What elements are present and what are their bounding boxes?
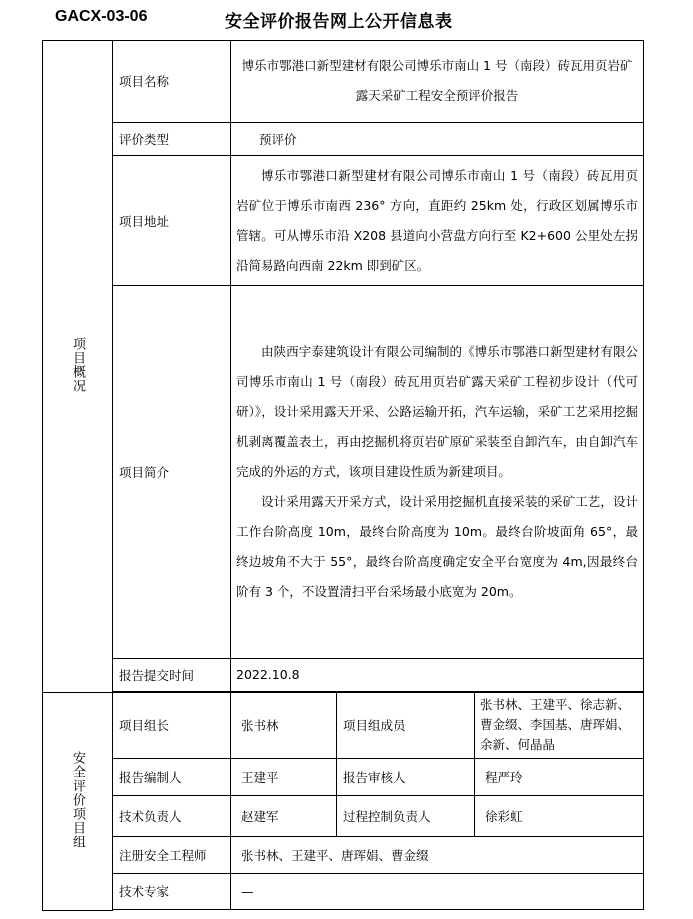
eval-type-label: 评价类型 <box>113 122 231 155</box>
process-label: 过程控制负责人 <box>337 795 475 836</box>
intro-label: 项目简介 <box>113 286 231 658</box>
row-author <box>43 759 644 796</box>
process-value: 徐彩虹 <box>475 795 644 836</box>
project-name-value: 博乐市鄂港口新型建材有限公司博乐市南山 1 号（南段）砖瓦用页岩矿露天采矿工程安全预评价报告 <box>231 41 644 123</box>
info-table <box>42 40 644 911</box>
row-expert <box>43 873 644 910</box>
row-submit-time <box>43 658 644 691</box>
overview-section-cell <box>43 41 113 693</box>
intro-value: 由陕西宇泰建筑设计有限公司编制的《博乐市鄂港口新型建材有限公司博乐市南山 1 号（南段）砖瓦用页岩矿露天采矿工程初步设计（代可研）》，设计采用露天开采、公路运输开拓，汽车运输，采矿工艺采用挖掘机剥离覆盖表土，再由挖掘机将页岩矿原矿采装至自卸汽车，由自卸汽车完成的外运的方式，该项目建设性质为新建项目。 设计采用露天开采方式，设计采用挖掘机直接采装的采矿工艺，设计工作台阶高度 10m，最终台阶高度为 10m。最终台阶坡面角 65°，最终边坡角不大于 55°，最终台阶高度确定安全平台宽度为 4m,因最终台阶有 3 个，不设置清扫平台采场最小底宽为 20m。 <box>231 286 644 658</box>
author-label: 报告编制人 <box>113 759 231 796</box>
reviewer-label: 报告审核人 <box>337 759 475 796</box>
form-code: GACX-03-06 <box>55 8 148 25</box>
project-name-label: 项目名称 <box>113 41 231 123</box>
author-value: 王建平 <box>231 759 337 796</box>
tech-label: 技术负责人 <box>113 795 231 836</box>
row-intro <box>43 286 644 658</box>
submit-date: 2022.10.8 <box>231 658 644 691</box>
team-section-label: 安全评价项目组 <box>70 750 85 849</box>
row-end <box>43 910 644 911</box>
row-leader <box>43 692 644 758</box>
row-project-name <box>43 41 644 123</box>
row-tech <box>43 795 644 836</box>
leader-value: 张书林 <box>231 692 337 758</box>
engineers-value: 张书林、王建平、唐珲娟、曹金缀 <box>231 836 644 873</box>
expert-value: — <box>231 873 644 910</box>
engineers-label: 注册安全工程师 <box>113 836 231 873</box>
members-value: 张书林、王建平、徐志新、曹金缀、李国基、唐珲娟、余新、何晶晶 <box>475 692 644 758</box>
end-cell <box>113 910 644 911</box>
team-section-cell <box>43 692 113 910</box>
members-label: 项目组成员 <box>337 692 475 758</box>
row-engineers <box>43 836 644 873</box>
row-address <box>43 155 644 286</box>
expert-label: 技术专家 <box>113 873 231 910</box>
eval-type-value: 预评价 <box>231 122 644 155</box>
tech-value: 赵建军 <box>231 795 337 836</box>
row-eval-type <box>43 122 644 155</box>
overview-section-label: 项目概况 <box>70 336 85 393</box>
submit-label: 报告提交时间 <box>113 658 231 691</box>
document-title: 安全评价报告网上公开信息表 <box>225 12 453 32</box>
leader-label: 项目组长 <box>113 692 231 758</box>
address-label: 项目地址 <box>113 155 231 286</box>
address-value: 博乐市鄂港口新型建材有限公司博乐市南山 1 号（南段）砖瓦用页岩矿位于博乐市南西 236° 方向，直距约 25km 处，行政区划属博乐市管辖。可从博乐市沿 X208 县道向小营盘方向行至 K2+600 公里处左拐沿简易路向西南 22km 即到矿区。 <box>231 155 644 286</box>
reviewer-value: 程严玲 <box>475 759 644 796</box>
